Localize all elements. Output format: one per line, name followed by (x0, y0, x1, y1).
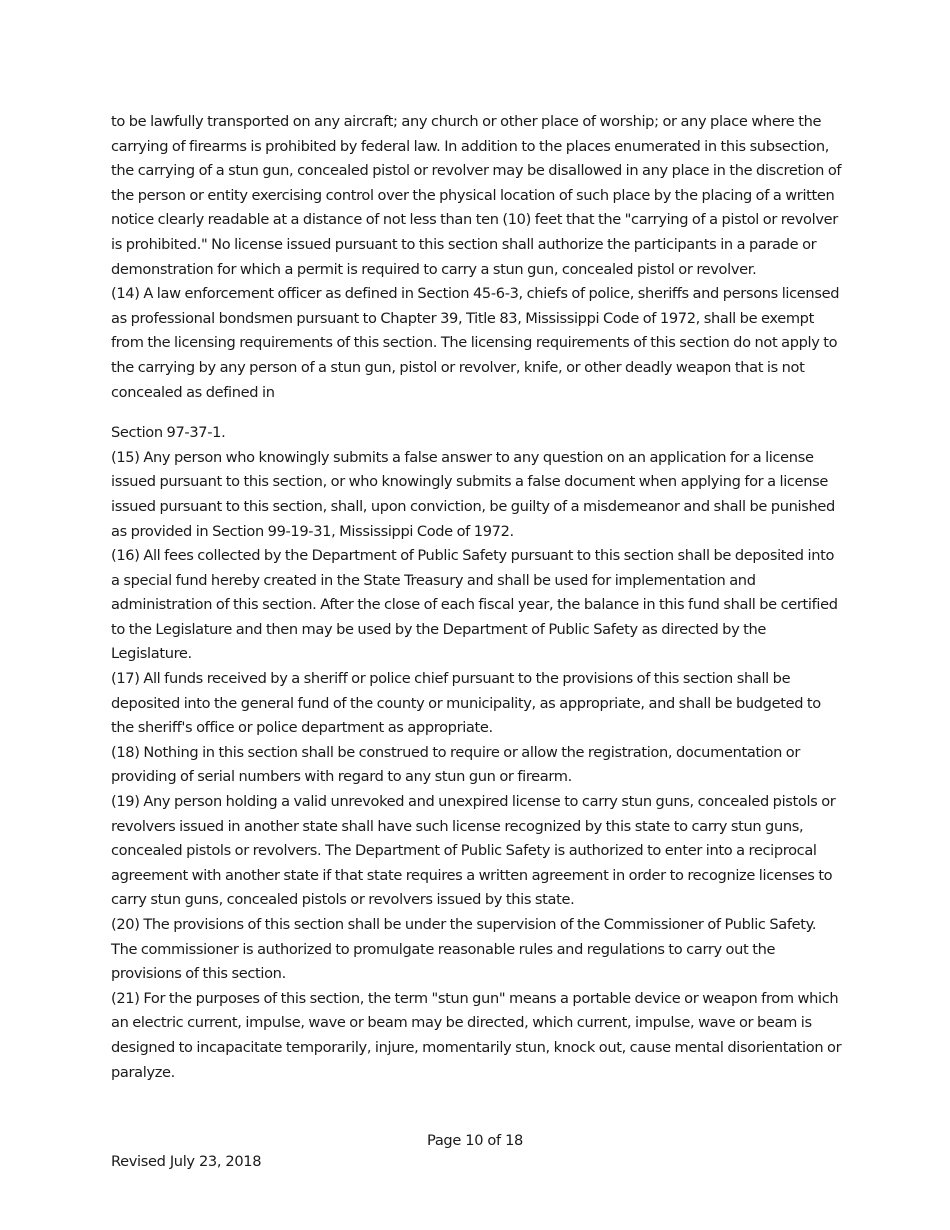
paragraph-15: (15) Any person who knowingly submits a false answer to any question on an application for a license issued pursuant to this section, or who knowingly submits a false document when applying for a license issued pursuant to this section, shall, upon conviction, be guilty of a misdemeanor and shall be punished as provided in Section 99-19-31, Mississippi Code of 1972. (111, 448, 835, 540)
paragraph-14: (14) A law enforcement officer as defined in Section 45-6-3, chiefs of police, sheriffs and persons licensed as professional bondsmen pursuant to Chapter 39, Title 83, Mississippi Code of 1972, shall be exempt from the licensing requirements of this section. The licensing requirements of this section do not apply to the carrying by any person of a stun gun, pistol or revolver, knife, or other deadly weapon that is not concealed as defined in (111, 285, 840, 401)
paragraph-section-ref: Section 97-37-1. (111, 424, 226, 442)
paragraph-18: (18) Nothing in this section shall be construed to require or allow the registration, documentation or providing of serial numbers with regard to any stun gun or firearm. (111, 743, 801, 786)
revised-date: Revised July 23, 2018 (111, 1153, 262, 1170)
paragraph-continued: to be lawfully transported on any aircraft; any church or other place of worship; or any place where the carrying of firearms is prohibited by federal law. In addition to the places enumerated in this subsection, the carrying of a stun gun, concealed pistol or revolver may be disallowed in any place in the discretion of the person or entity exercising control over the physical location of such place by the placing of a written notice clearly readable at a distance of not less than ten (10) feet that the "carrying of a pistol or revolver is prohibited." No license issued pursuant to this section shall authorize the participants in a parade or demonstration for which a permit is required to carry a stun gun, concealed pistol or revolver. (111, 113, 842, 278)
paragraph-20: (20) The provisions of this section shall be under the supervision of the Commissioner of Public Safety. The commissioner is authorized to promulgate reasonable rules and regulations to carry out the provisions of this section. (111, 916, 817, 983)
paragraph-21: (21) For the purposes of this section, the term "stun gun" means a portable device or weapon from which an electric current, impulse, wave or beam may be directed, which current, impulse, wave or beam is designed to incapacitate temporarily, injure, momentarily stun, knock out, cause mental disorientation or paralyze. (111, 989, 842, 1081)
document-body (111, 110, 843, 1085)
paragraph-16: (16) All fees collected by the Department of Public Safety pursuant to this section shall be deposited into a special fund hereby created in the State Treasury and shall be used for implementation and administration of this section. After the close of each fiscal year, the balance in this fund shall be certified to the Legislature and then may be used by the Department of Public Safety as directed by the Legislature. (111, 547, 838, 663)
page-number: Page 10 of 18 (427, 1132, 523, 1149)
paragraph-19: (19) Any person holding a valid unrevoked and unexpired license to carry stun guns, concealed pistols or revolvers issued in another state shall have such license recognized by this state to carry stun guns, concealed pistols or revolvers. The Department of Public Safety is authorized to enter into a reciprocal agreement with another state if that state requires a written agreement in order to recognize licenses to carry stun guns, concealed pistols or revolvers issued by this state. (111, 793, 836, 909)
paragraph-17: (17) All funds received by a sheriff or police chief pursuant to the provisions of this section shall be deposited into the general fund of the county or municipality, as appropriate, and shall be budgeted to the sheriff's office or police department as appropriate. (111, 670, 821, 737)
